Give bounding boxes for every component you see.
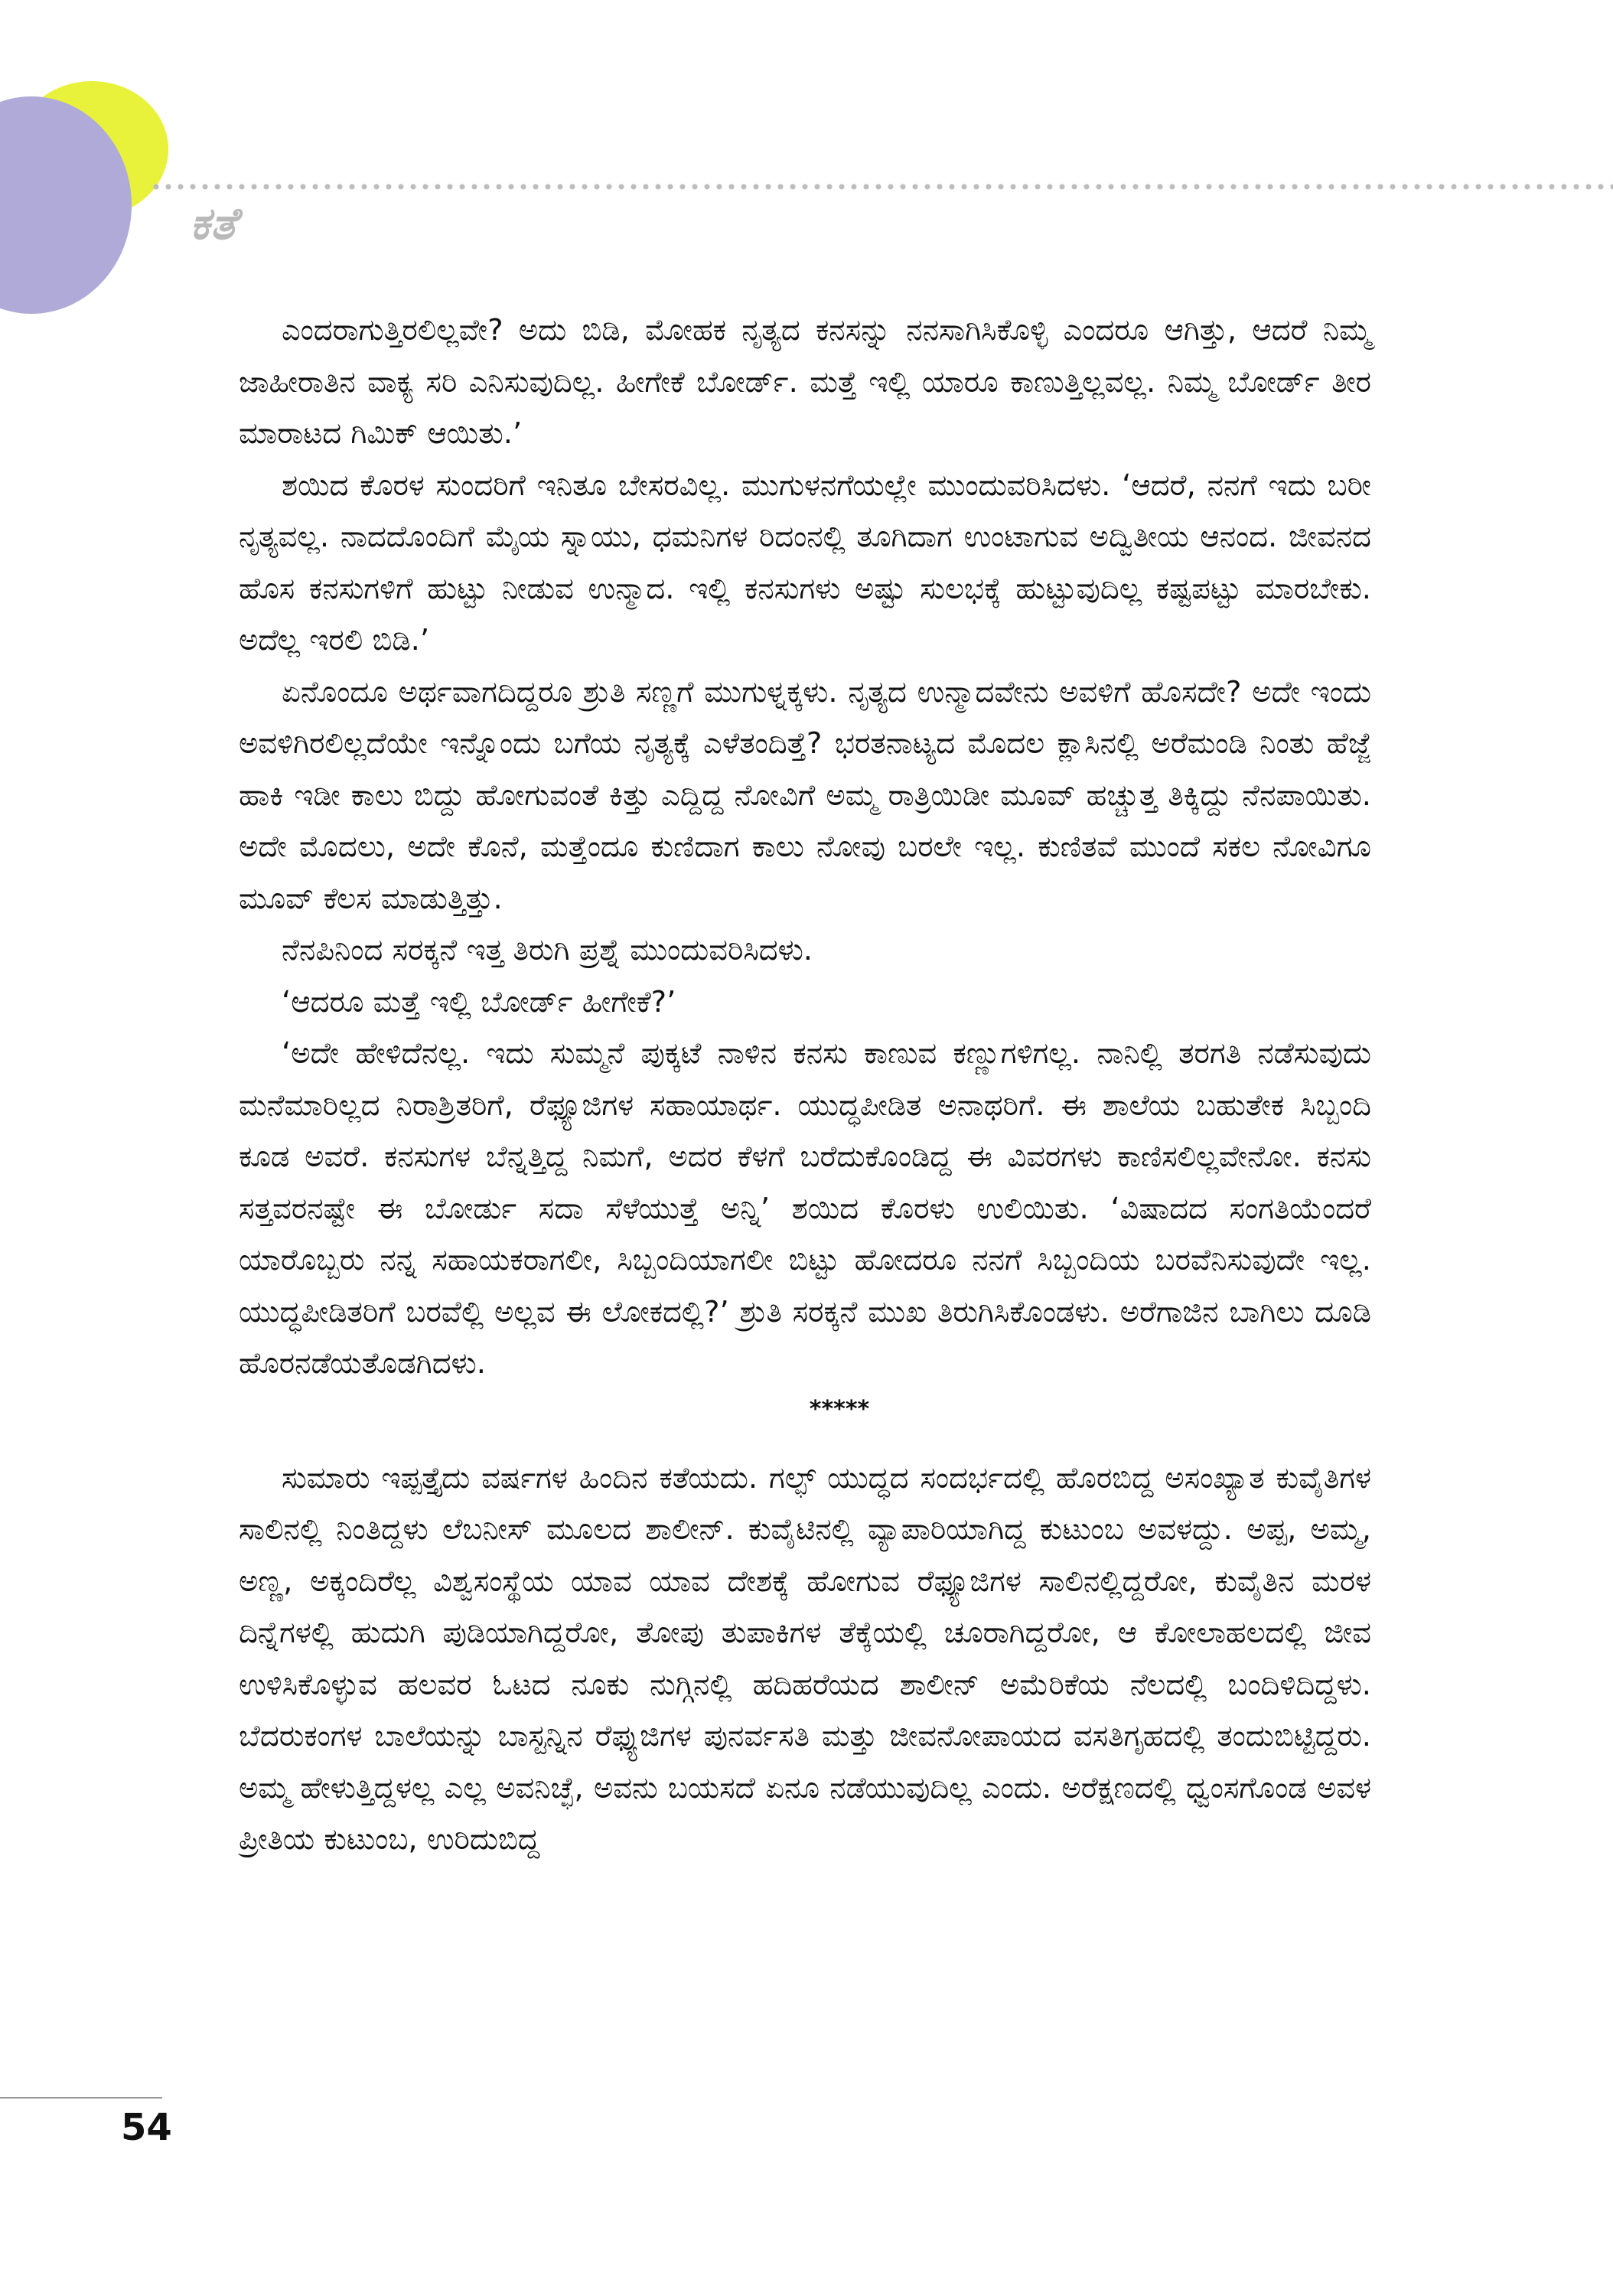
paragraph: ಏನೊಂದೂ ಅರ್ಥವಾಗದಿದ್ದರೂ ಶ್ರುತಿ ಸಣ್ಣಗೆ ಮುಗುಳ್ನಕ್ಕಳು. ನೃತ್ಯದ ಉನ್ಮಾದವೇನು ಅವಳಿಗೆ ಹೊಸದೇ? ಅದೇ ಇಂದು ಅವಳಿಗಿರಲಿಲ್ಲದೆಯೇ ಇನ್ನೊಂದು ಬಗೆಯ ನೃತ್ಯಕ್ಕೆ ಎಳೆತಂದಿತ್ತೆ? ಭರತನಾಟ್ಯದ ಮೊದಲ ಕ್ಲಾಸಿನಲ್ಲಿ ಅರೆಮಂಡಿ ನಿಂತು ಹೆಜ್ಜೆ ಹಾಕಿ ಇಡೀ ಕಾಲು ಬಿದ್ದು ಹೋಗುವಂತೆ ಕಿತ್ತು ಎದ್ದಿದ್ದ ನೋವಿಗೆ ಅಮ್ಮ ರಾತ್ರಿಯಿಡೀ ಮೂವ್ ಹಚ್ಚುತ್ತ ತಿಕ್ಕಿದ್ದು ನೆನಪಾಯಿತು. ಅದೇ ಮೊದಲು, ಅದೇ ಕೊನೆ, ಮತ್ತೆಂದೂ ಕುಣಿದಾಗ ಕಾಲು ನೋವು ಬರಲೇ ಇಲ್ಲ. ಕುಣಿತವೆ ಮುಂದೆ ಸಕಲ ನೋವಿಗೂ ಮೂವ್ ಕೆಲಸ ಮಾಡುತ್ತಿತ್ತು. [239, 674, 1371, 916]
spacer [239, 1430, 1371, 1453]
section-separator: ***** [809, 1395, 870, 1423]
paragraph: ‘ಅದೇ ಹೇಳಿದೆನಲ್ಲ. ಇದು ಸುಮ್ಮನೆ ಪುಕ್ಕಟೆ ನಾಳಿನ ಕನಸು ಕಾಣುವ ಕಣ್ಣುಗಳಿಗಲ್ಲ. ನಾನಿಲ್ಲಿ ತರಗತಿ ನಡೆಸುವುದು ಮನೆಮಾರಿಲ್ಲದ ನಿರಾಶ್ರಿತರಿಗೆ, ರೆಫ್ಯೂಜಿಗಳ ಸಹಾಯಾರ್ಥ. ಯುದ್ಧಪೀಡಿತ ಅನಾಥರಿಗೆ. ಈ ಶಾಲೆಯ ಬಹುತೇಕ ಸಿಬ್ಬಂದಿ ಕೂಡ ಅವರೆ. ಕನಸುಗಳ ಬೆನ್ನತ್ತಿದ್ದ ನಿಮಗೆ, ಅದರ ಕೆಳಗೆ ಬರೆದುಕೊಂಡಿದ್ದ ಈ ವಿವರಗಳು ಕಾಣಿಸಲಿಲ್ಲವೇನೋ. ಕನಸು ಸತ್ತವರನಷ್ಟೇ ಈ ಬೋರ್ಡು ಸದಾ ಸೆಳೆಯುತ್ತೆ ಅನ್ನಿ’ ಶಯಿದ ಕೊರಳು ಉಲಿಯಿತು. ‘ವಿಷಾದದ ಸಂಗತಿಯೆಂದರೆ ಯಾರೊಬ್ಬರು ನನ್ನ ಸಹಾಯಕರಾಗಲೀ, ಸಿಬ್ಬಂದಿಯಾಗಲೀ ಬಿಟ್ಟು ಹೋದರೂ ನನಗೆ ಸಿಬ್ಬಂದಿಯ ಬರವೆನಿಸುವುದೇ ಇಲ್ಲ. ಯುದ್ಧಪೀಡಿತರಿಗೆ ಬರವೆಲ್ಲಿ ಅಲ್ಲವ ಈ ಲೋಕದಲ್ಲಿ?’ ಶ್ರುತಿ ಸರಕ್ಕನೆ ಮುಖ ತಿರುಗಿಸಿಕೊಂಡಳು. ಅರೆಗಾಜಿನ ಬಾಗಿಲು ದೂಡಿ ಹೊರನಡೆಯತೊಡಗಿದಳು. [239, 1036, 1371, 1381]
paragraph: ‘ಆದರೂ ಮತ್ತೆ ಇಲ್ಲಿ ಬೋರ್ಡ್ ಹೀಗೇಕೆ?’ [282, 984, 676, 1019]
page-number: 54 [121, 2106, 172, 2149]
paragraph: ಸುಮಾರು ಇಪ್ಪತ್ತೈದು ವರ್ಷಗಳ ಹಿಂದಿನ ಕತೆಯದು. ಗಲ್ಫ್ ಯುದ್ಧದ ಸಂದರ್ಭದಲ್ಲಿ ಹೊರಬಿದ್ದ ಅಸಂಖ್ಯಾತ ಕುವೈತಿಗಳ ಸಾಲಿನಲ್ಲಿ ನಿಂತಿದ್ದಳು ಲೆಬನೀಸ್ ಮೂಲದ ಶಾಲೀನ್. ಕುವೈಟಿನಲ್ಲಿ ವ್ಯಾಪಾರಿಯಾಗಿದ್ದ ಕುಟುಂಬ ಅವಳದ್ದು. ಅಪ್ಪ, ಅಮ್ಮ, ಅಣ್ಣ, ಅಕ್ಕಂದಿರೆಲ್ಲ ವಿಶ್ವಸಂಸ್ಥೆಯ ಯಾವ ಯಾವ ದೇಶಕ್ಕೆ ಹೋಗುವ ರೆಫ್ಯೂಜಿಗಳ ಸಾಲಿನಲ್ಲಿದ್ದರೋ, ಕುವೈತಿನ ಮರಳ ದಿನ್ನೆಗಳಲ್ಲಿ ಹುದುಗಿ ಪುಡಿಯಾಗಿದ್ದರೋ, ತೋಪು ತುಪಾಕಿಗಳ ತೆಕ್ಕೆಯಲ್ಲಿ ಚೂರಾಗಿದ್ದರೋ, ಆ ಕೋಲಾಹಲದಲ್ಲಿ ಜೀವ ಉಳಿಸಿಕೊಳ್ಳುವ ಹಲವರ ಓಟದ ನೂಕು ನುಗ್ಗಿನಲ್ಲಿ ಹದಿಹರೆಯದ ಶಾಲೀನ್ ಅಮೆರಿಕೆಯ ನೆಲದಲ್ಲಿ ಬಂದಿಳಿದಿದ್ದಳು. ಬೆದರುಕಂಗಳ ಬಾಲೆಯನ್ನು ಬಾಸ್ಟನ್ನಿನ ರೆಫ್ಯುಜಿಗಳ ಪುನರ್ವಸತಿ ಮತ್ತು ಜೀವನೋಪಾಯದ ವಸತಿಗೃಹದಲ್ಲಿ ತಂದುಬಿಟ್ಟಿದ್ದರು. ಅಮ್ಮ ಹೇಳುತ್ತಿದ್ದಳಲ್ಲ ಎಲ್ಲ ಅವನಿಚ್ಛೆ, ಅವನು ಬಯಸದೆ ಏನೂ ನಡೆಯುವುದಿಲ್ಲ ಎಂದು. ಅರೆಕ್ಷಣದಲ್ಲಿ ಧ್ವಂಸಗೊಂಡ ಅವಳ ಪ್ರೀತಿಯ ಕುಟುಂಬ, ಉರಿದುಬಿದ್ದ [239, 1460, 1371, 1857]
paragraph: ನೆನಪಿನಿಂದ ಸರಕ್ಕನೆ ಇತ್ತ ತಿರುಗಿ ಪ್ರಶ್ನೆ ಮುಂದುವರಿಸಿದಳು. [282, 933, 813, 967]
paragraph: ಎಂದರಾಗುತ್ತಿರಲಿಲ್ಲವೇ? ಅದು ಬಿಡಿ, ಮೋಹಕ ನೃತ್ಯದ ಕನಸನ್ನು ನನಸಾಗಿಸಿಕೊಳ್ಳಿ ಎಂದರೂ ಆಗಿತ್ತು, ಆದರೆ ನಿಮ್ಮ ಜಾಹೀರಾತಿನ ವಾಕ್ಯ ಸರಿ ಎನಿಸುವುದಿಲ್ಲ. ಹೀಗೇಕೆ ಬೋರ್ಡ್. ಮತ್ತೆ ಇಲ್ಲಿ ಯಾರೂ ಕಾಣುತ್ತಿಲ್ಲವಲ್ಲ. ನಿಮ್ಮ ಬೋರ್ಡ್ ತೀರ ಮಾರಾಟದ ಗಿಮಿಕ್ ಆಯಿತು.’ [239, 313, 1371, 451]
paragraph: ಶಯಿದ ಕೊರಳ ಸುಂದರಿಗೆ ಇನಿತೂ ಬೇಸರವಿಲ್ಲ. ಮುಗುಳನಗೆಯಲ್ಲೇ ಮುಂದುವರಿಸಿದಳು. ‘ಆದರೆ, ನನಗೆ ಇದು ಬರೀ ನೃತ್ಯವಲ್ಲ. ನಾದದೊಂದಿಗೆ ಮೈಯ ಸ್ನಾಯು, ಧಮನಿಗಳ ರಿದಂನಲ್ಲಿ ತೂಗಿದಾಗ ಉಂಟಾಗುವ ಅದ್ವಿತೀಯ ಆನಂದ. ಜೀವನದ ಹೊಸ ಕನಸುಗಳಿಗೆ ಹುಟ್ಟು ನೀಡುವ ಉನ್ಮಾದ. ಇಲ್ಲಿ ಕನಸುಗಳು ಅಷ್ಟು ಸುಲಭಕ್ಕೆ ಹುಟ್ಟುವುದಿಲ್ಲ ಕಷ್ಟಪಟ್ಟು ಮಾರಬೇಕು. ಅದೆಲ್ಲ ಇರಲಿ ಬಿಡಿ.’ [239, 468, 1371, 657]
footer-rule [0, 2097, 162, 2099]
dotted-header-rule [150, 184, 1613, 190]
story-body [239, 305, 1371, 1866]
section-label: ಕತೆ [190, 197, 237, 249]
